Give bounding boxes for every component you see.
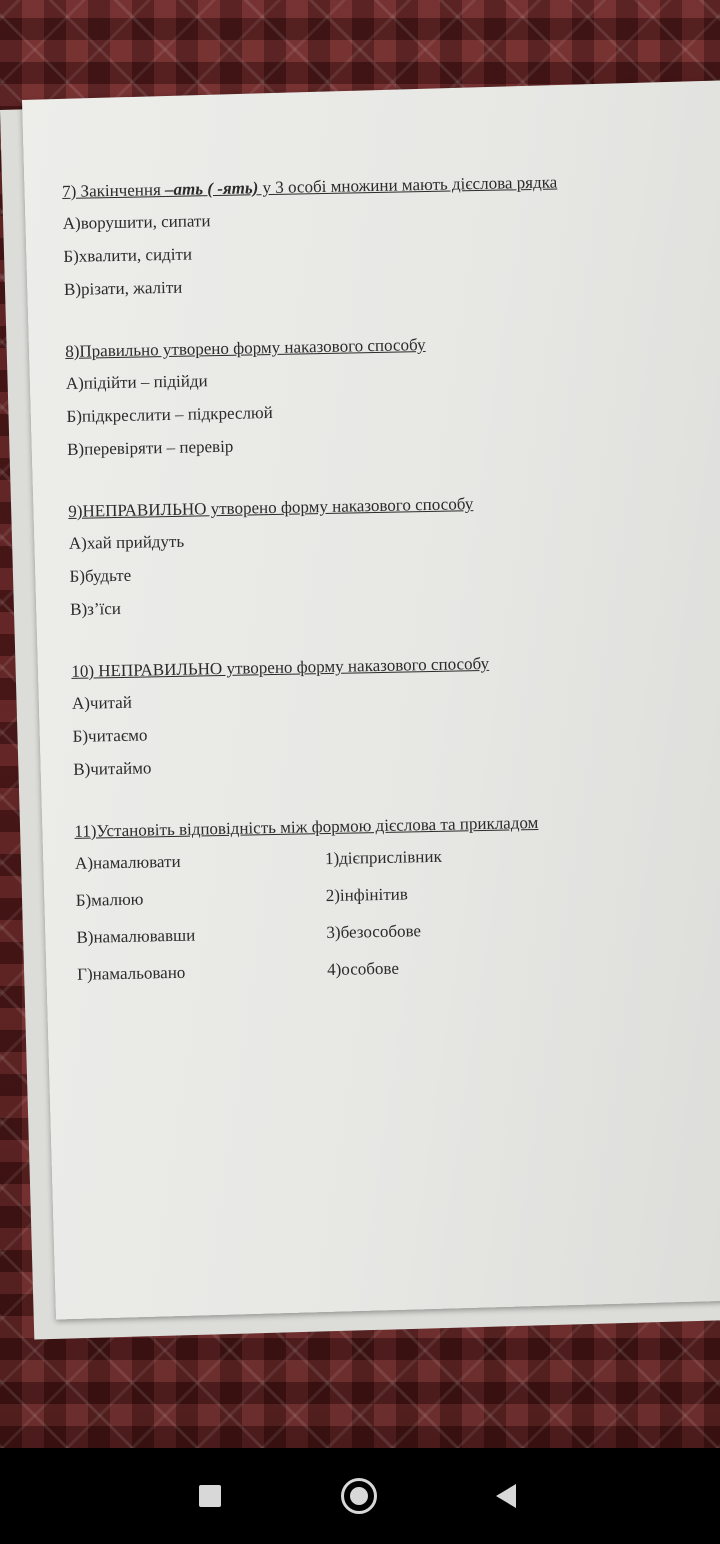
match-example: 2)інфінітив — [325, 884, 409, 906]
match-example: 4)особове — [326, 958, 400, 980]
option: А)читай — [71, 692, 133, 713]
question-7 — [62, 172, 624, 314]
option: Б)хвалити, сидіти — [63, 244, 193, 266]
home-circle-icon[interactable] — [341, 1478, 377, 1514]
back-triangle-icon[interactable] — [490, 1478, 526, 1514]
verb-form: А)намалювати — [74, 851, 181, 873]
verb-form: Г)намальовано — [77, 962, 186, 984]
match-example: 3)безособове — [326, 921, 422, 943]
question-7-title: 7) Закінчення –ать ( -ять) у 3 особі множини мають дієслова рядка — [61, 172, 558, 201]
option: А)ворушити, сипати — [62, 211, 211, 233]
option: Б)читаємо — [72, 725, 148, 746]
option: В)читаймо — [73, 758, 152, 779]
question-9-title: 9)НЕПРАВИЛЬНО утворено форму наказового способу — [68, 494, 474, 521]
question-11-title: 11)Установіть відповідність між формою дієслова та прикладом — [74, 812, 539, 841]
option: А)підійти – підійди — [65, 371, 208, 393]
ending-emphasis: –ать ( -ять) — [164, 178, 259, 200]
option: В)з’їси — [70, 598, 122, 619]
question-10 — [71, 652, 633, 794]
match-row — [77, 955, 638, 1003]
option: В)перевіряти – перевір — [66, 436, 234, 459]
match-example: 1)дієприслівник — [324, 846, 442, 869]
question-8 — [65, 332, 627, 474]
recents-square-icon[interactable] — [192, 1478, 228, 1514]
option: В)різати, жаліти — [63, 277, 183, 299]
worksheet-content — [62, 172, 638, 1032]
verb-form: В)намалювавши — [76, 925, 196, 947]
option: А)хай прийдуть — [68, 531, 185, 553]
system-navigation-bar — [0, 1448, 720, 1544]
option: Б)підкреслити – підкреслюй — [66, 402, 273, 426]
question-9 — [68, 492, 630, 634]
verb-form: Б)малюю — [75, 889, 144, 910]
question-10-title: 10) НЕПРАВИЛЬНО утворено форму наказового способу — [71, 653, 490, 681]
question-8-title: 8)Правильно утворено форму наказового способу — [65, 335, 426, 361]
option: Б)будьте — [69, 565, 132, 586]
question-11 — [74, 812, 637, 1003]
